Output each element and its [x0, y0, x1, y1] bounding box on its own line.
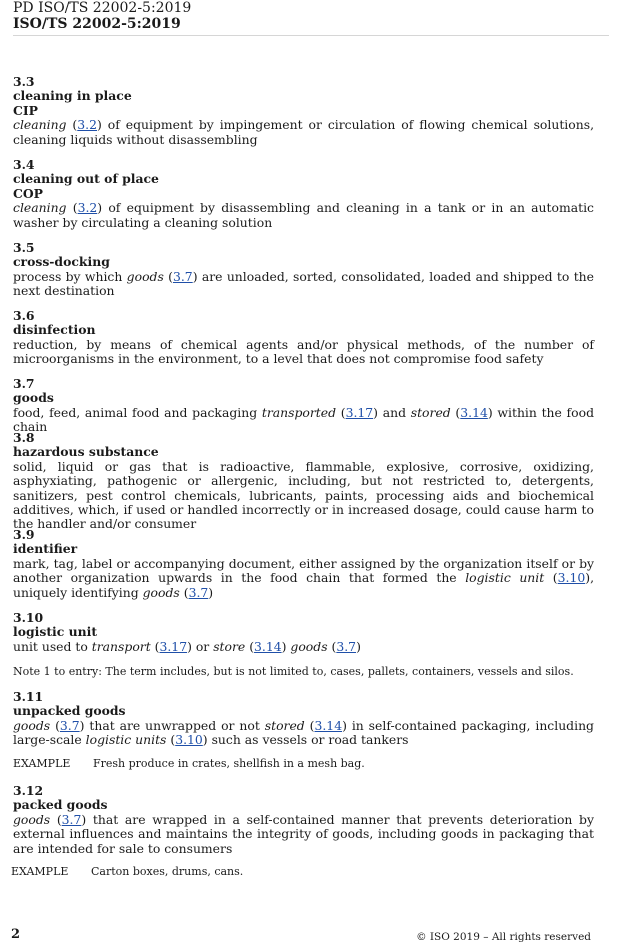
cross-reference-link[interactable]: 3.7: [59, 717, 80, 733]
note-3-10: Note 1 to entry: The term includes, but is not limited to, cases, pallets, containers, vessels and silos.: [13, 665, 574, 678]
term-name: identifier: [13, 541, 78, 557]
term-number: 3.11: [13, 689, 44, 704]
term-name: cleaning in place: [13, 88, 132, 104]
page-number: 2: [11, 927, 21, 942]
term-definition: food, feed, animal food and packaging transported (3.17) and stored (3.14) within the food chain: [13, 404, 594, 435]
term-definition: goods (3.7) that are wrapped in a self-contained manner that prevents deterioration by external influences and maintains the integrity of goods, including goods in packaging that are intended for sale to consumers: [13, 811, 594, 856]
term-definition: reduction, by means of chemical agents and/or physical methods, of the number of microorganisms in the environment, to a level that does not compromise food safety: [13, 336, 594, 367]
term-number: 3.5: [13, 240, 35, 255]
cross-reference-link[interactable]: 3.2: [77, 117, 97, 133]
term-name: logistic unit: [13, 624, 98, 640]
cross-reference-link[interactable]: 3.7: [172, 268, 193, 284]
term-name: packed goods: [13, 797, 108, 813]
term-definition: unit used to transport (3.17) or store (3.14) goods (3.7): [13, 638, 361, 654]
cross-reference-link[interactable]: 3.7: [61, 811, 82, 827]
cross-reference-link[interactable]: 3.17: [159, 638, 188, 654]
term-3-8: [13, 431, 594, 532]
term-number: 3.6: [13, 308, 35, 323]
cross-reference-link[interactable]: 3.7: [336, 638, 357, 654]
term-name: hazardous substance: [13, 444, 159, 460]
cross-reference-link[interactable]: 3.14: [254, 638, 282, 654]
cross-reference-link[interactable]: 3.10: [175, 732, 203, 748]
term-name: unpacked goods: [13, 703, 126, 719]
header-doc-id: PD ISO/TS 22002-5:2019: [13, 0, 192, 16]
term-number: 3.4: [13, 157, 35, 172]
term-name: cleaning out of place: [13, 171, 159, 187]
cross-reference-link[interactable]: 3.10: [557, 570, 586, 586]
cross-reference-link[interactable]: 3.17: [345, 404, 374, 420]
term-definition: cleaning (3.2) of equipment by impingement or circulation of flowing chemical solutions, cleaning liquids without disassembling: [13, 117, 595, 147]
term-definition: solid, liquid or gas that is radioactive, flammable, explosive, corrosive, oxidizing, asphyxiating, pathogenic or allergenic, including, but not restricted to, detergents, sanitizers, pest control chemicals, lubricants, paints, processing aids and biochemical additives, which, if used or handled incorrectly or in increased dosage, could cause harm to the handler and/or consumer: [13, 458, 594, 532]
term-definition: mark, tag, label or accompanying document, either assigned by the organization itself or by another organization upwards in the food chain that formed the logistic unit (3.10), uniquely identifying goods (3.7): [13, 555, 595, 600]
term-3-7: [13, 377, 594, 435]
example-3-11: [13, 757, 365, 771]
term-definition: goods (3.7) that are unwrapped or not stored (3.14) in self-contained packaging, including large-scale logistic units (3.10) such as vessels or road tankers: [13, 717, 594, 748]
term-number: 3.8: [13, 430, 35, 445]
example-text: Carton boxes, drums, cans.: [91, 865, 244, 878]
term-3-12: [13, 784, 594, 856]
term-number: 3.3: [13, 74, 35, 89]
term-abbreviation: CIP: [13, 102, 38, 118]
term-definition: process by which goods (3.7) are unloaded, sorted, consolidated, loaded and shipped to the next destination: [13, 268, 594, 299]
cross-reference-link[interactable]: 3.7: [188, 584, 209, 600]
cross-reference-link[interactable]: 3.2: [77, 200, 98, 216]
term-3-11: [13, 690, 594, 748]
term-3-9: [13, 528, 594, 600]
cross-reference-link[interactable]: 3.14: [460, 404, 488, 420]
term-definition: cleaning (3.2) of equipment by disassembling and cleaning in a tank or in an automatic washer by circulating a cleaning solution: [13, 200, 594, 230]
example-label: EXAMPLE: [11, 865, 69, 878]
term-3-3: [13, 75, 594, 147]
term-name: cross-docking: [13, 254, 110, 270]
copyright: © ISO 2019 – All rights reserved: [416, 931, 591, 943]
term-3-4: [13, 158, 594, 230]
term-abbreviation: COP: [13, 185, 43, 201]
header-divider: [13, 35, 609, 36]
header-standard-id: ISO/TS 22002-5:2019: [13, 16, 181, 32]
term-number: 3.10: [13, 610, 44, 625]
example-text: Fresh produce in crates, shellfish in a mesh bag.: [93, 757, 365, 770]
term-3-5: [13, 241, 594, 299]
example-3-12: [11, 865, 243, 879]
term-name: disinfection: [13, 322, 96, 338]
term-number: 3.12: [13, 783, 44, 798]
term-name: goods: [13, 390, 54, 406]
term-number: 3.9: [13, 527, 35, 542]
example-label: EXAMPLE: [13, 757, 71, 770]
term-3-6: [13, 309, 594, 367]
cross-reference-link[interactable]: 3.14: [314, 717, 343, 733]
term-number: 3.7: [13, 376, 35, 391]
term-3-10: [13, 611, 594, 654]
